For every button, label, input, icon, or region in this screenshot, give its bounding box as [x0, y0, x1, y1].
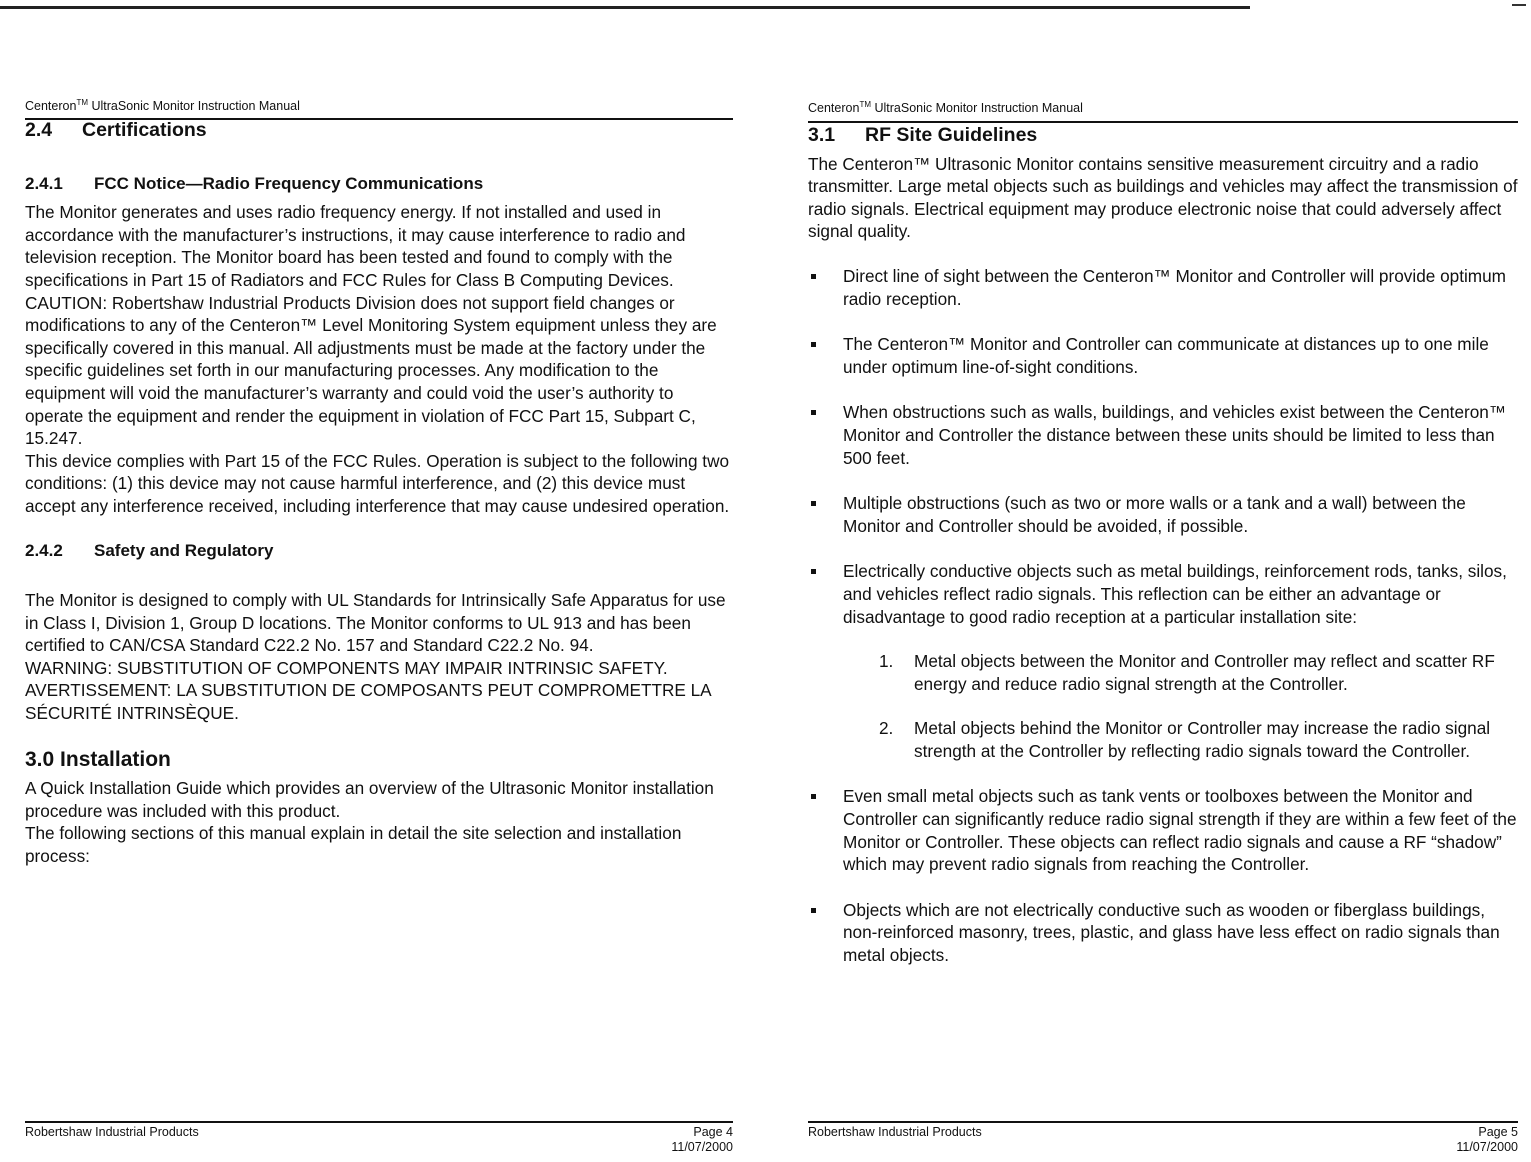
section-3-0-heading: 3.0 Installation — [25, 747, 171, 771]
numbered-item: 2. Metal objects behind the Monitor or Controller may increase the radio signal strength at the Controller by reflecting radio signals toward the Controller. — [879, 718, 1491, 761]
numbered-item: 1. Metal objects between the Monitor and Controller may reflect and scatter RF energy and reduce radio signal strength at the Controller. — [879, 651, 1495, 694]
footer-rule — [808, 1121, 1518, 1123]
left-content — [25, 119, 733, 868]
section-2-4-1-heading: 2.4.1 FCC Notice—Radio Frequency Communications — [25, 173, 484, 193]
installation-paragraph: A Quick Installation Guide which provides an overview of the Ultrasonic Monitor installation procedure was included with this product. — [25, 778, 714, 821]
footer-rule — [25, 1121, 733, 1123]
section-2-4-heading: 2.4 Certifications — [25, 119, 207, 141]
footer-page-number: Page 4 — [693, 1125, 733, 1139]
section-2-4-2-heading: 2.4.2 Safety and Regulatory — [25, 540, 274, 560]
footer-page-info — [1456, 1125, 1518, 1155]
installation-sections-paragraph: The following sections of this manual explain in detail the site selection and installation process: — [25, 823, 682, 867]
page-header: Centeron™ UltraSonic Monitor Instruction Manual — [25, 98, 300, 114]
warning-paragraph: WARNING: SUBSTITUTION OF COMPONENTS MAY IMPAIR INTRINSIC SAFETY. — [25, 657, 668, 678]
list-item: Direct line of sight between the Centeron™ Monitor and Controller will provide optimum radio reception. — [808, 265, 1518, 310]
avertissement-paragraph: AVERTISSEMENT: LA SUBSTITUTION DE COMPOSANTS PEUT COMPROMETTRE LA SÉCURITÉ INTRINSÈQUE. — [25, 680, 711, 724]
list-item: When obstructions such as walls, buildings, and vehicles exist between the Centeron™ Monitor and Controller the distance between these units should be limited to less than 500 feet. — [808, 401, 1518, 469]
caution-paragraph: CAUTION: Robertshaw Industrial Products Division does not support field changes or modifications to any of the Centeron™ Level Monitoring System equipment unless they are specifically covered in this manual. All adjustments must be made at the factory under the specific guidelines set forth in our manufacturing processes. Any modification to the equipment will void the manufacturer’s warranty and could void the user’s authority to operate the equipment and render the equipment in violation of FCC Part 15, Subpart C, 15.247. — [25, 292, 717, 449]
rf-guidelines-list — [808, 265, 1518, 967]
footer-company: Robertshaw Industrial Products — [25, 1125, 199, 1139]
rf-intro-paragraph: The Centeron™ Ultrasonic Monitor contains sensitive measurement circuitry and a radio transmitter. Large metal objects such as buildings and vehicles may affect the transmission of radio signals. Electrical equipment may produce electronic noise that could adversely affect signal quality. — [808, 153, 1518, 242]
section-3-1-heading: 3.1 RF Site Guidelines — [808, 124, 1038, 146]
list-item: Objects which are not electrically conductive such as wooden or fiberglass buildings, non-reinforced masonry, trees, plastic, and glass have less effect on radio signals than metal objects. — [808, 899, 1518, 967]
left-page — [25, 0, 733, 1162]
footer-page-number: Page 5 — [1478, 1125, 1518, 1139]
footer-page-info — [671, 1125, 733, 1155]
compliance-paragraph: This device complies with Part 15 of the FCC Rules. Operation is subject to the following two conditions: (1) this device may not cause harmful interference, and (2) this device must accept any interference received, including interference that may cause undesired operation. — [25, 450, 730, 516]
ul-standards-paragraph: The Monitor is designed to comply with UL Standards for Intrinsically Safe Apparatus for use in Class I, Division 1, Group D locations. The Monitor conforms to UL 913 and has been certified to CAN/CSA Standard C22.2 No. 157 and Standard C22.2 No. 94. — [25, 590, 726, 656]
footer-date: 11/07/2000 — [1456, 1140, 1518, 1154]
list-item: The Centeron™ Monitor and Controller can communicate at distances up to one mile under optimum line-of-sight conditions. — [808, 333, 1518, 378]
fcc-paragraph: The Monitor generates and uses radio frequency energy. If not installed and used in accordance with the manufacturer’s instructions, it may cause interference to radio and television reception. The Monitor board has been tested and found to comply with the specifications in Part 15 of Radiators and FCC Rules for Class B Computing Devices. — [25, 202, 686, 290]
list-item: Even small metal objects such as tank vents or toolboxes between the Monitor and Controller can significantly reduce radio signal strength if they are within a few feet of the Monitor or Controller. These objects can reflect radio signals and cause a RF “shadow” which may prevent radio signals from reaching the Controller. — [808, 785, 1518, 875]
page-header: Centeron™ UltraSonic Monitor Instruction Manual — [808, 100, 1083, 116]
footer-date: 11/07/2000 — [671, 1140, 733, 1154]
right-page — [808, 0, 1518, 1162]
header-rule — [808, 121, 1518, 123]
list-item: Multiple obstructions (such as two or more walls or a tank and a wall) between the Monitor and Controller should be avoided, if possible. — [808, 492, 1518, 537]
footer-company: Robertshaw Industrial Products — [808, 1125, 982, 1139]
reflection-sublist — [843, 650, 1518, 762]
right-content — [808, 124, 1518, 990]
list-item: Electrically conductive objects such as metal buildings, reinforcement rods, tanks, silos, and vehicles reflect radio signals. This reflection can be either an advantage or disadvantage to good radio reception at a particular installation site: 1. Metal objects between the Monitor and Controller may reflect and scatter RF energy and reduce radio signal strength at the Controller. 2. Metal objects behind the Monitor or Controller may increase the radio signal strength at the Controller by reflecting radio signals toward the Controller. — [808, 560, 1518, 762]
